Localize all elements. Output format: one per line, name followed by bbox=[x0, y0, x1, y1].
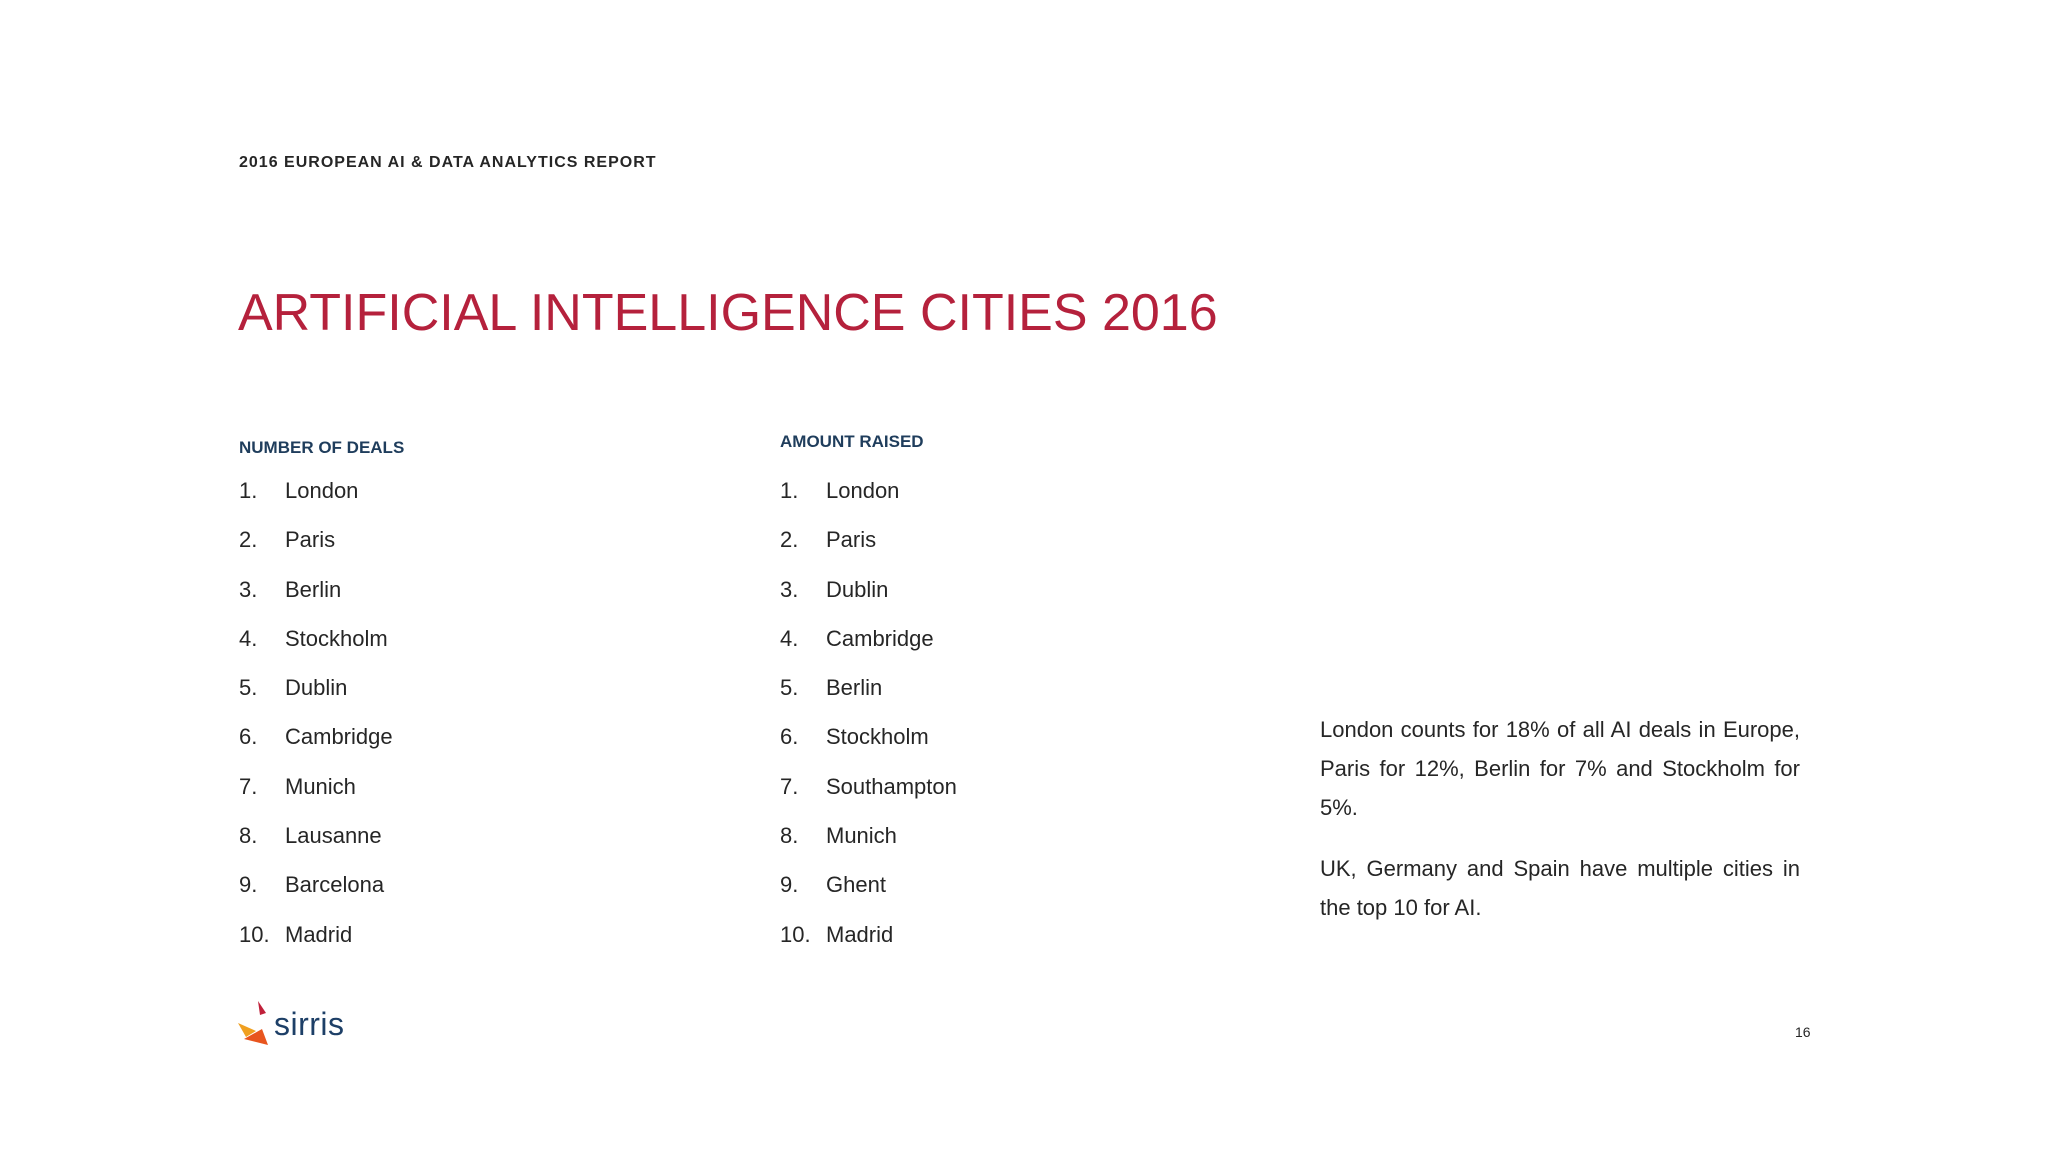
rank-number: 6. bbox=[239, 724, 258, 750]
city-name: Madrid bbox=[285, 921, 353, 947]
list-item bbox=[239, 922, 393, 971]
note-paragraph: London counts for 18% of all AI deals in Europe, Paris for 12%, Berlin for 7% and Stockholm for 5%. bbox=[1320, 717, 1800, 820]
city-name: Ghent bbox=[826, 872, 886, 898]
rank-number: 10. bbox=[780, 921, 811, 947]
rank-number: 3. bbox=[239, 576, 258, 602]
list-item bbox=[239, 675, 393, 724]
amount-raised-heading: AMOUNT RAISED bbox=[780, 432, 924, 451]
report-label: 2016 EUROPEAN AI & DATA ANALYTICS REPORT bbox=[239, 154, 657, 171]
city-name: Paris bbox=[285, 527, 336, 553]
rank-number: 6. bbox=[780, 724, 799, 750]
rank-number: 9. bbox=[239, 872, 258, 898]
city-name: Lausanne bbox=[285, 823, 382, 849]
city-name: Berlin bbox=[826, 675, 883, 701]
city-name: Dublin bbox=[285, 675, 348, 701]
city-name: Munich bbox=[826, 823, 897, 849]
list-item bbox=[239, 823, 393, 872]
rank-number: 1. bbox=[239, 478, 258, 503]
rank-number: 9. bbox=[780, 872, 799, 898]
rank-number: 4. bbox=[239, 625, 258, 651]
rank-number: 7. bbox=[780, 773, 799, 799]
page-number: 16 bbox=[1795, 1024, 1811, 1040]
city-name: Dublin bbox=[826, 576, 889, 602]
rank-number: 10. bbox=[239, 921, 270, 947]
amount-raised-section bbox=[780, 432, 1200, 947]
city-name: Stockholm bbox=[285, 625, 388, 651]
list-item bbox=[780, 724, 957, 773]
rank-number: 8. bbox=[239, 823, 258, 849]
rank-number: 2. bbox=[239, 527, 258, 553]
sirris-logo bbox=[236, 1000, 345, 1048]
list-item bbox=[780, 577, 957, 626]
list-item bbox=[780, 626, 957, 675]
list-item bbox=[780, 872, 957, 921]
city-name: Cambridge bbox=[826, 625, 934, 651]
city-name: Barcelona bbox=[285, 872, 385, 898]
list-item bbox=[780, 675, 957, 724]
city-name: Paris bbox=[826, 527, 877, 553]
list-item bbox=[780, 823, 957, 872]
list-item bbox=[780, 478, 957, 527]
sirris-logo-icon bbox=[236, 1001, 272, 1047]
list-item bbox=[780, 922, 957, 971]
rank-number: 5. bbox=[780, 675, 799, 701]
number-of-deals-section bbox=[239, 438, 659, 947]
list-item bbox=[780, 774, 957, 823]
city-name: Cambridge bbox=[285, 724, 393, 750]
note-paragraph: UK, Germany and Spain have multiple cities in the top 10 for AI. bbox=[1320, 856, 1800, 920]
rank-number: 4. bbox=[780, 625, 799, 651]
list-item bbox=[239, 527, 393, 576]
list-item bbox=[239, 478, 393, 527]
city-name: Southampton bbox=[826, 773, 957, 799]
list-item bbox=[239, 872, 393, 921]
amount-raised-list bbox=[780, 478, 957, 971]
city-name: Berlin bbox=[285, 576, 342, 602]
list-item bbox=[239, 724, 393, 773]
number-of-deals-heading: NUMBER OF DEALS bbox=[239, 438, 405, 457]
rank-number: 3. bbox=[780, 576, 799, 602]
logo-text: sirris bbox=[274, 1005, 345, 1042]
city-name: Munich bbox=[285, 773, 356, 799]
rank-number: 7. bbox=[239, 773, 258, 799]
list-item bbox=[239, 577, 393, 626]
rank-number: 2. bbox=[780, 527, 799, 553]
city-name: Madrid bbox=[826, 921, 894, 947]
list-item bbox=[239, 626, 393, 675]
number-of-deals-list bbox=[239, 478, 393, 971]
rank-number: 5. bbox=[239, 675, 258, 701]
city-name: London bbox=[285, 478, 359, 503]
page-title: ARTIFICIAL INTELLIGENCE CITIES 2016 bbox=[238, 284, 1218, 342]
rank-number: 1. bbox=[780, 478, 799, 503]
city-name: Stockholm bbox=[826, 724, 929, 750]
city-name: London bbox=[826, 478, 900, 503]
rank-number: 8. bbox=[780, 823, 799, 849]
list-item bbox=[780, 527, 957, 576]
notes-block bbox=[1320, 710, 1800, 949]
list-item bbox=[239, 774, 393, 823]
